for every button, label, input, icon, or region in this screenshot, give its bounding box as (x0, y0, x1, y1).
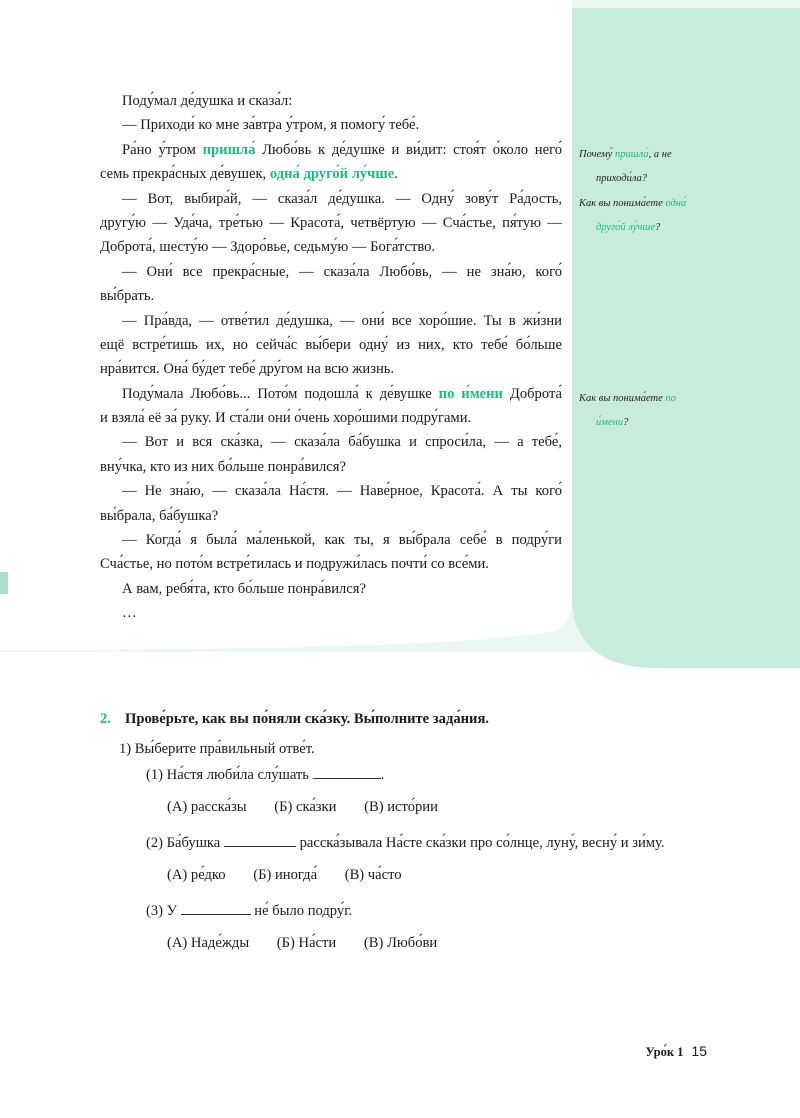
story-line: ещё встре́тишь их, но сейча́с вы́бери одну́ из них, кто тебе́ бо́льше (100, 336, 562, 353)
story-line: — Они́ все прекра́сные, — сказа́ла Любо́вь, — не зна́ю, кого́ (122, 263, 562, 280)
note-spacer (579, 363, 729, 387)
story-line: — Вот, выбира́й, — сказа́л де́душка. — Одну́ зову́т Ра́дость, (122, 190, 562, 207)
answer-blank (181, 900, 251, 915)
story-line: вы́брать. (100, 288, 155, 305)
option-c: (В) ча́сто (344, 867, 402, 883)
answer-blank (313, 764, 381, 779)
highlight-phrase: по и́мени (438, 385, 503, 402)
story-line: вы́брала, ба́бушка? (100, 507, 219, 524)
option-b: (Б) ска́зки (274, 799, 337, 815)
note-spacer (579, 314, 729, 338)
question-1: (1) На́стя люби́ла слу́шать . (100, 762, 720, 788)
option-b: (Б) На́сти (276, 935, 337, 951)
margin-notes (579, 143, 729, 436)
note-2-line-2: друго́й лу́чше? (596, 222, 661, 234)
story-line: — Приходи́ ко мне за́втра у́тром, я помогу́ тебе́. (122, 117, 420, 134)
note-spacer (579, 338, 729, 362)
note-1-line-2: приходи́ла? (596, 173, 648, 185)
story-line: — Вот и вся ска́зка, — сказа́ла ба́бушка и спроси́ла, — а тебе́, (122, 434, 562, 451)
option-b: (Б) иногда́ (253, 867, 318, 883)
highlight-phrase: одна́ друго́й лу́чше (269, 166, 395, 183)
story-line: — Не зна́ю, — сказа́ла На́стя. — Наве́рное, Красота́. А ты кого́ (122, 483, 562, 500)
option-a: (А) расска́зы (167, 799, 247, 815)
subtask-label: 1) Вы́берите пра́вильный отве́т. (119, 741, 315, 757)
note-spacer (579, 265, 729, 289)
story-line: — Пра́вда, — отве́тил де́душка, — они́ все хоро́шие. Ты в жи́зни (122, 312, 562, 329)
exercise-title: 2. Прове́рьте, как вы по́няли ска́зку. Вы́полните зада́ния. (100, 706, 720, 732)
question-2: (2) Ба́бушка расска́зывала На́сте ска́зки про со́лнце, луну́, весну́ и зи́му. (100, 830, 720, 856)
story-text (100, 89, 562, 626)
options-1 (100, 794, 720, 820)
story-line: Поду́мал де́душка и сказа́л: (122, 93, 293, 109)
highlight-word: пришла́ (202, 141, 256, 158)
story-line: другу́ю — Уда́ча, тре́тью — Красота́, четвёртую — Сча́стье, пя́тую — (100, 214, 562, 231)
story-line: Ра́но у́тром пришла́ Любо́вь к де́душке и ви́дит: стоя́т о́коло него́ (122, 141, 562, 158)
left-edge-tab (0, 572, 8, 594)
option-a: (А) Наде́жды (167, 935, 250, 951)
note-2-line-1: Как вы понима́ете одна́ (579, 197, 687, 209)
story-line: — Когда́ я была́ ма́ленькой, как ты, я вы́брала себе́ в подру́ги (122, 532, 562, 549)
answer-blank (224, 832, 296, 847)
story-line: вну́чка, кто из них бо́льше понра́вился? (100, 458, 346, 475)
story-line: и взяла́ её за́ руку. И ста́ли они́ о́чень хоро́шими подру́гами. (100, 410, 472, 427)
note-spacer (579, 289, 729, 313)
story-line: … (122, 605, 137, 622)
story-line: Доброта́, шесту́ю — Здоро́вье, седьму́ю — Бога́тство. (100, 239, 436, 256)
story-line: нра́вится. Она́ бу́дет тебе́ дру́гом на всю жизнь. (100, 361, 395, 378)
story-line: семь прекра́сных де́вушек, одна́ друго́й лу́чше. (100, 166, 398, 183)
page-footer (645, 1043, 707, 1060)
lesson-label: Уро́к 1 (645, 1045, 684, 1059)
story-line: А вам, ребя́та, кто бо́льше понра́вился? (122, 580, 366, 597)
note-spacer (579, 241, 729, 265)
option-a: (А) ре́дко (167, 867, 226, 883)
story-line: Поду́мала Любо́вь... Пото́м подошла́ к де́вушке по и́мени Доброта́ (122, 385, 562, 402)
options-2 (100, 862, 720, 888)
note-3-line-2: и́мени? (596, 417, 629, 429)
note-3-line-1: Как вы понима́ете по (579, 392, 676, 404)
option-c: (В) Любо́ви (363, 935, 438, 951)
options-3 (100, 930, 720, 956)
note-1-line-1: Почему́ пришла́, а не (579, 149, 672, 160)
story-line: Сча́стье, но пото́м встре́тилась и подружи́лась почти́ со все́ми. (100, 556, 489, 573)
exercise-2 (100, 706, 720, 956)
question-3: (3) У не́ было подру́г. (100, 898, 720, 924)
exercise-number: 2. (100, 711, 111, 727)
option-c: (В) исто́рии (364, 799, 438, 815)
page-number: 15 (691, 1043, 707, 1059)
